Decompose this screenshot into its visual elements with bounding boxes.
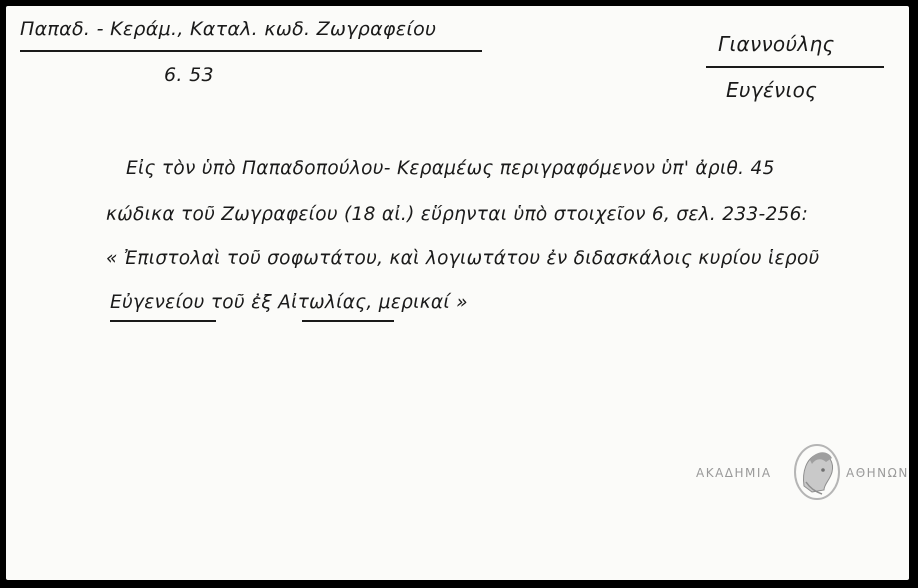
stamp-text-left: ΑΚΑΔΗΜΙΑ [696, 466, 772, 480]
body-line-2: κώδικα τοῦ Ζωγραφείου (18 αἰ.) εὕρηνται ὑπὸ στοιχεῖον 6, σελ. 233-256: [106, 204, 809, 225]
underline-eugeneiou [110, 320, 216, 322]
body-line-4: Εὐγενείου τοῦ ἐξ Αἰτωλίας, μερικαί » [110, 292, 468, 313]
stamp-text-right: ΑΘΗΝΩΝ [846, 466, 909, 480]
body-line-3: « Ἐπιστολαὶ τοῦ σοφωτάτου, καὶ λογιωτάτου ἐν διδασκάλοις κυρίου ἱεροῦ [106, 248, 820, 269]
bibliographic-reference: Παπαδ. - Κεράμ., Καταλ. κωδ. Ζωγραφείου [20, 18, 437, 40]
name-divider [706, 66, 884, 68]
reference-underline [20, 50, 482, 52]
first-name: Ευγένιος [726, 78, 818, 102]
athena-seal-icon [790, 442, 844, 502]
surname: Γιαννούλης [718, 32, 835, 56]
body-line-1: Εἰς τὸν ὑπὸ Παπαδοπούλου- Κεραμέως περιγραφόμενον ὑπ' ἀριθ. 45 [126, 158, 775, 179]
underline-aitolias [302, 320, 394, 322]
shelfmark: 6. 53 [164, 64, 214, 86]
index-card [6, 6, 909, 580]
